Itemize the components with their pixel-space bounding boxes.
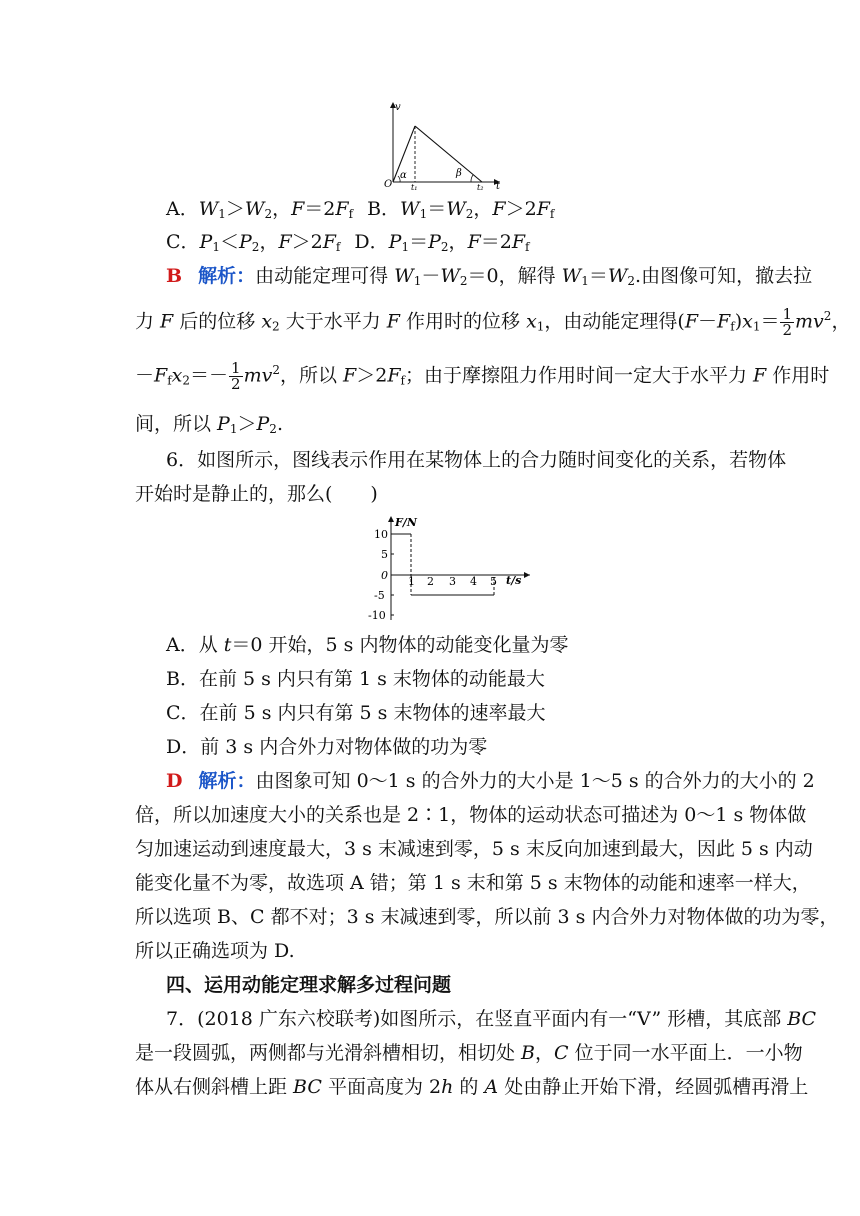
- q5-analysis-line3: $-F_fx_2=-$ $\frac{1}{2}$ $mv^2$，所以 $F>2F_f$；由于摩擦阻力作用时间一定大于水平力 F 作用时: [135, 358, 830, 393]
- q6-analysis-line1: [166, 769, 815, 793]
- q5-options-row2: [166, 230, 529, 259]
- graph2-ytick-0: 0: [381, 569, 388, 582]
- force-time-graph: [364, 512, 534, 624]
- q5-option-d: D．$P_1=P_2$，$F=2F_f$: [354, 231, 530, 254]
- graph2-xtick-5: 5: [490, 575, 497, 588]
- q7-line2: 是一段圆弧，两侧都与光滑斜槽相切，相切处 B，C 位于同一水平面上．一小物: [135, 1042, 803, 1064]
- graph2-xtick-4: 4: [470, 575, 477, 588]
- q6-stem-line1: 6．如图所示，图线表示作用在某物体上的合力随时间变化的关系，若物体: [166, 449, 787, 471]
- graph2-xtick-1: 1: [408, 575, 415, 588]
- q6-analysis-line5: 所以选项 B、C 都不对；3 s 末减速到零，所以前 3 s 内合外力对物体做的功为零，: [135, 906, 839, 928]
- graph1-v-label: v: [395, 102, 401, 113]
- q6-analysis-line2: 倍，所以加速度大小的关系也是 2∶1，物体的运动状态可描述为 0～1 s 物体做: [135, 804, 807, 826]
- graph2-xtick-2: 2: [427, 575, 434, 588]
- graph1-t-label: t: [496, 181, 501, 192]
- q6-option-c: C．在前 5 s 内只有第 5 s 末物体的速率最大: [166, 702, 546, 724]
- q6-answer: D: [166, 770, 183, 792]
- q5-analysis-label: 解析：: [198, 265, 256, 287]
- q6-option-a: A．从 t＝0 开始，5 s 内物体的动能变化量为零: [166, 634, 569, 656]
- q7-line3: 体从右侧斜槽上距 BC 平面高度为 2h 的 A 处由静止开始下滑，经圆弧槽再滑上: [135, 1076, 809, 1098]
- q5-analysis-line1: B 解析：由动能定理可得 $W_1-W_2=0$，解得 $W_1=W_2$.由图像可知，撤去拉: [166, 265, 813, 288]
- q5-option-a: A．$W_1>W_2$，$F=2F_f$: [166, 198, 354, 221]
- q6-analysis-line4: 能变化量不为零，故选项 A 错；第 1 s 末和第 5 s 末物体的动能和速率一样大，: [135, 872, 811, 894]
- velocity-time-graph: [376, 98, 506, 192]
- q5-option-b: B．$W_1=W_2$，$F>2F_f$: [367, 198, 555, 221]
- graph2-ytick-10: 10: [374, 528, 388, 541]
- q6-option-d: D．前 3 s 内合外力对物体做的功为零: [166, 736, 488, 758]
- section-heading: 四、运用动能定理求解多过程问题: [166, 974, 452, 996]
- graph1-beta-label: β: [456, 168, 462, 179]
- graph1-origin-label: O: [384, 179, 393, 190]
- graph2-ytick-minus10: -10: [368, 609, 386, 622]
- q5-option-c: C．$P_1<P_2$，$F>2F_f$: [166, 231, 341, 254]
- q5-answer: B: [166, 265, 183, 287]
- q6-option-b: B．在前 5 s 内只有第 1 s 末物体的动能最大: [166, 668, 545, 690]
- q5-analysis-line4: 间，所以 $P_1>P_2$.: [135, 413, 283, 436]
- graph2-ytick-minus5: -5: [374, 589, 385, 602]
- q7-line1: 7．(2018 广东六校联考)如图所示，在竖直平面内有一“V” 形槽，其底部 BC: [166, 1008, 817, 1030]
- graph1-alpha-label: α: [400, 170, 407, 181]
- q5-options-row1: [166, 197, 554, 226]
- q6-analysis-label: 解析：: [198, 770, 256, 792]
- graph2-xlabel: t/s: [506, 574, 522, 587]
- graph1-t1-label: t₁: [411, 183, 418, 192]
- graph1-t2-label: t₂: [477, 183, 484, 192]
- q6-analysis-line6: 所以正确选项为 D.: [135, 940, 295, 962]
- graph2-ytick-5: 5: [381, 548, 388, 561]
- q6-analysis-line3: 匀加速运动到速度最大，3 s 末减速到零，5 s 末反向加速到最大，因此 5 s 内动: [135, 838, 813, 860]
- graph2-xtick-3: 3: [449, 575, 456, 588]
- graph2-ylabel: F/N: [395, 516, 417, 529]
- q5-analysis-line2: 力 F 后的位移 $x_2$ 大于水平力 F 作用时的位移 $x_1$，由动能定理得$(F-F_f)x_1=$ $\frac{1}{2}$ $mv^2$，: [135, 304, 851, 339]
- q6-stem-line2: 开始时是静止的，那么( ): [135, 483, 378, 505]
- q6-analysis-text1: 由图象可知 0～1 s 的合外力的大小是 1～5 s 的合外力的大小的 2: [255, 770, 815, 792]
